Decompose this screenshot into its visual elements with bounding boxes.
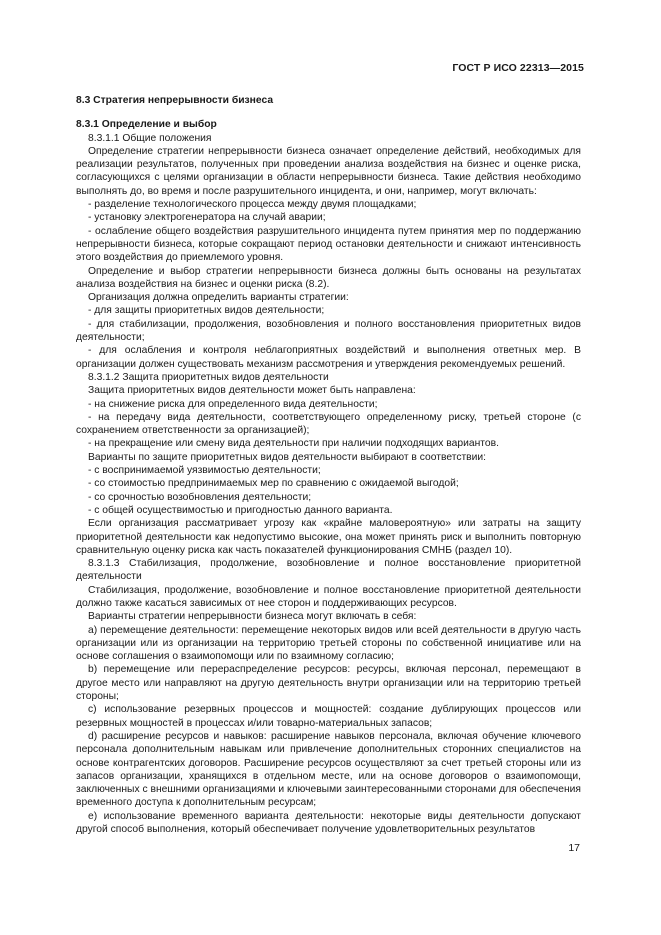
paragraph: - для стабилизации, продолжения, возобновления и полного восстановления приоритетных видов деятельности;	[76, 318, 581, 344]
paragraph: Варианты стратегии непрерывности бизнеса могут включать в себя:	[88, 611, 417, 623]
paragraph: - для ослабления и контроля неблагоприятных воздействий и выполнения ответных мер. В организации должен существовать механизм рассмотрения и утверждения рекомендуемых решений.	[76, 345, 581, 370]
page-number: 17	[568, 842, 580, 854]
paragraph: Организация должна определить варианты стратегии:	[88, 292, 349, 304]
paragraph: e) использование временного варианта деятельности: некоторые виды деятельности допускают другой способ выполнения, который обеспечивает получение удовлетворительных результатов	[76, 810, 581, 836]
paragraph: Стабилизация, продолжение, возобновление и полное восстановление приоритетной деятельности должно также касаться зависимых от нее сторон и поддерживающих ресурсов.	[76, 584, 581, 609]
clause-heading: 8.3.1.3 Стабилизация, продолжение, возобновление и полное восстановление приоритетной деятельности	[76, 558, 581, 583]
paragraph: - разделение технологического процесса между двумя площадками;	[88, 199, 417, 211]
paragraph: - со стоимостью предпринимаемых мер по сравнению с ожидаемой выгодой;	[88, 478, 459, 490]
body-text	[76, 132, 581, 837]
clause-heading: 8.3.1.1 Общие положения	[88, 132, 212, 144]
paragraph: - с общей осуществимостью и пригодностью данного варианта.	[88, 504, 393, 516]
document-header: ГОСТ Р ИСО 22313—2015	[452, 62, 584, 74]
paragraph: Определение стратегии непрерывности бизнеса означает определение действий, необходимых для реализации результатов, полученных при проведении анализа воздействия на бизнес и оценке риска, согласующихся с целями организации в области непрерывности бизнеса. Такие действия необходимо выполнять до, во время и после разрушительного инцидента, и они, например, могут включать:	[76, 145, 581, 197]
paragraph: - ослабление общего воздействия разрушительного инцидента путем принятия мер по поддержанию непрерывности бизнеса, которые сокращают период остановки деятельности и снижают интенсивность этого воздействия до приемлемого уровня.	[76, 225, 581, 264]
paragraph: - для защиты приоритетных видов деятельности;	[88, 305, 325, 317]
paragraph: - на передачу вида деятельности, соответствующего определенному риску, третьей стороне (с сохранением ответственности за организацией);	[76, 411, 581, 437]
paragraph: Определение и выбор стратегии непрерывности бизнеса должны быть основаны на результатах анализа воздействия на бизнес и оценки риска (8.2).	[76, 265, 581, 290]
paragraph: a) перемещение деятельности: перемещение некоторых видов или всей деятельности в другую часть организации или из организации на территорию третьей стороны по собственной инициативе или на основе соглашения о взаимопомощи или по взаимному согласию;	[76, 624, 581, 663]
section-title: 8.3 Стратегия непрерывности бизнеса	[76, 95, 274, 106]
paragraph: Если организация рассматривает угрозу как «крайне маловероятную» или затраты на защиту приоритетной деятельности как недопустимо высокие, она может принять риск и выполнить повторную сравнительную оценку риска как часть показателей функционирования СМНБ (раздел 10).	[76, 518, 581, 556]
paragraph: - на прекращение или смену вида деятельности при наличии подходящих вариантов.	[88, 438, 499, 450]
paragraph: - со срочностью возобновления деятельности;	[88, 491, 312, 503]
subsection-title: 8.3.1 Определение и выбор	[76, 119, 217, 131]
paragraph: Защита приоритетных видов деятельности может быть направлена:	[88, 385, 416, 397]
paragraph: b) перемещение или перераспределение ресурсов: ресурсы, включая персонал, перемещают в другое место или направляют на другую деятельность внутри организации или на территорию третьей стороны;	[76, 664, 581, 703]
paragraph: - установку электрогенератора на случай аварии;	[88, 212, 326, 224]
clause-heading: 8.3.1.2 Защита приоритетных видов деятельности	[88, 371, 329, 383]
page-content	[76, 94, 581, 836]
paragraph: - на снижение риска для определенного вида деятельности;	[88, 398, 378, 410]
paragraph: Варианты по защите приоритетных видов деятельности выбирают в соответствии:	[88, 451, 487, 463]
paragraph: c) использование резервных процессов и мощностей: создание дублирующих процессов или резервных мощностей в процессах и/или товарно-материальных запасов;	[76, 704, 581, 729]
paragraph: - с воспринимаемой уязвимостью деятельности;	[88, 465, 321, 477]
paragraph: d) расширение ресурсов и навыков: расширение навыков персонала, включая обучение ключевого персонала дополнительным навыкам или привлечение дополнительных сторонних специалистов на основе контрагентских договоров. Расширение ресурсов осуществляют за счет третьей стороны или из запасов организации, хранящихся в отдельном месте, или на основе договоров о взаимопомощи, заключенных с внешними организациями и ключевыми заинтересованными сторонами для обеспечения временного доступа к дополнительным ресурсам;	[76, 730, 581, 809]
